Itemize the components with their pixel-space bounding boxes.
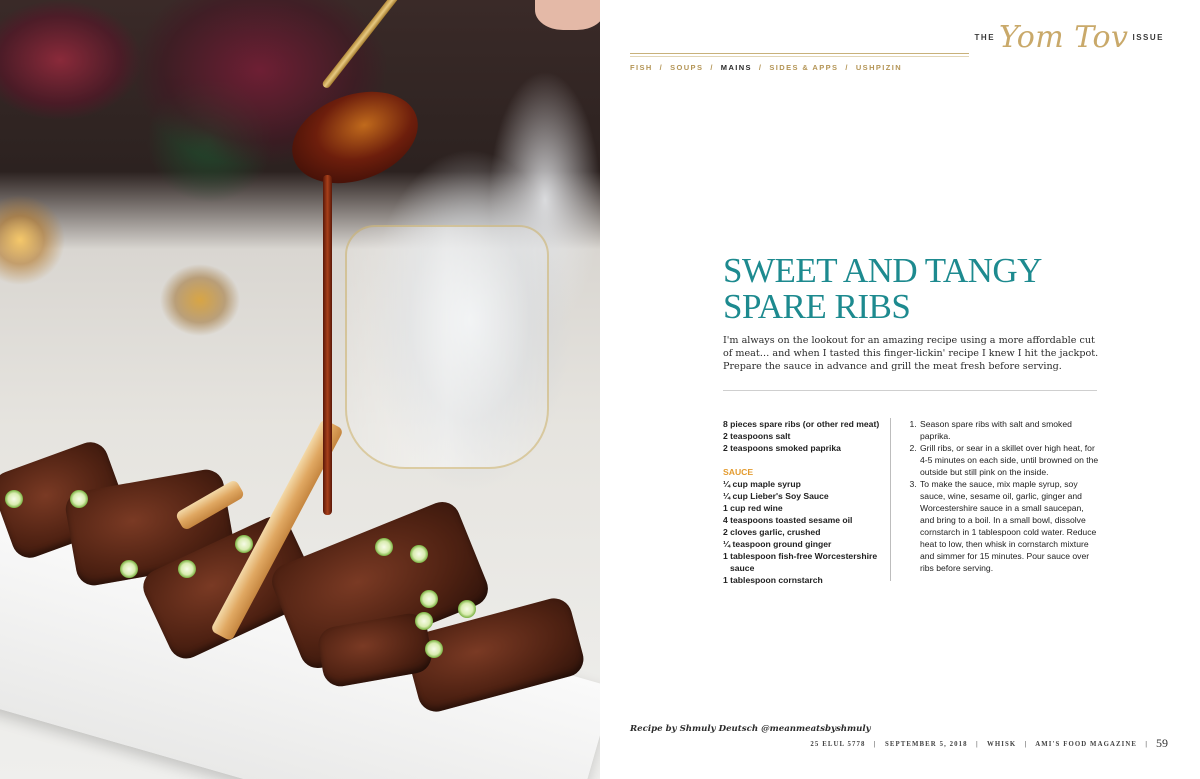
recipe-intro: I'm always on the lookout for an amazing recipe using a more affordable cut of meat… and when I tasted this finger-lickin' recipe I knew I hit the jackpot. Prepare the sauce in advance and grill the meat fresh before serving. (723, 335, 1099, 372)
direction-step: 3. To make the sauce, mix maple syrup, soy sauce, wine, sesame oil, garlic, ginger and Worcestershire sauce in a small saucepan, and bring to a boil. In a small bowl, dissolve cornstarch in 1 tablespoon cold water. Reduce heat to low, then whisk in cornstarch mixture and simmer for 15 minutes. Pour sauce over ribs before serving. (919, 478, 1099, 574)
sauce-heading: SAUCE (723, 467, 754, 477)
gold-spoon-handle (321, 0, 401, 89)
footer-magazine: AMI'S FOOD MAGAZINE (1035, 741, 1137, 748)
nav-separator: / (838, 63, 856, 72)
scallion (458, 600, 476, 618)
page-footer: 25 ELUL 5778 | SEPTEMBER 5, 2018 | WHISK | AMI'S FOOD MAGAZINE | (810, 741, 1148, 748)
nav-item-sides-apps[interactable]: SIDES & APPS (769, 63, 839, 72)
scallion (410, 545, 428, 563)
sauce-ingredient: 1 cup red wine (723, 503, 783, 513)
nav-item-fish[interactable]: FISH (630, 63, 653, 72)
issue-script: Yom Tov (999, 19, 1129, 55)
nav-item-mains[interactable]: MAINS (720, 63, 752, 72)
hand (535, 0, 600, 30)
page-number: 59 (1156, 736, 1168, 750)
sauce-ingredient: 2 cloves garlic, crushed (723, 527, 821, 537)
scallion (235, 535, 253, 553)
recipe-title (723, 253, 1083, 325)
nav-separator: / (652, 63, 671, 72)
sauce-ingredient: ¼ cup Lieber's Soy Sauce (723, 491, 829, 501)
scallion (420, 590, 438, 608)
sauce-spoon (279, 75, 430, 199)
footer-date: SEPTEMBER 5, 2018 (884, 741, 968, 748)
recipe-title-line: SPARE RIBS (723, 287, 911, 326)
sauce-ingredient: 1 tablespoon cornstarch (723, 575, 823, 585)
sauce-ingredient: ¼ cup maple syrup (723, 479, 801, 489)
sauce-ingredient: ¼ teaspoon ground ginger (723, 539, 832, 549)
ingredient: 2 teaspoons smoked paprika (723, 443, 841, 453)
scallion (415, 612, 433, 630)
recipe-page (600, 0, 1200, 779)
column-divider (890, 418, 891, 581)
ingredient: 2 teaspoons salt (723, 431, 791, 441)
recipe-credit: Recipe by Shmuly Deutsch @meanmeatsbyshmuly (630, 724, 871, 734)
direction-step: 1. Season spare ribs with salt and smoked paprika. (919, 418, 1099, 442)
section-divider (723, 390, 1097, 391)
section-nav (630, 63, 902, 72)
nav-separator: / (751, 63, 770, 72)
ingredients-list (723, 418, 888, 586)
sauce-ingredient: 1 tablespoon fish-free Worcestershire (723, 551, 878, 561)
footer-section: WHISK (986, 741, 1017, 748)
ingredient: 8 pieces spare ribs (or other red meat) (723, 419, 880, 429)
nav-separator: / (703, 63, 721, 72)
issue-suffix: ISSUE (1132, 32, 1164, 42)
scallion (178, 560, 196, 578)
scallion (120, 560, 138, 578)
recipe-title-line: SWEET AND TANGY (723, 251, 1042, 290)
nav-item-ushpizin[interactable]: USHPIZIN (855, 63, 903, 72)
nav-item-soups[interactable]: SOUPS (670, 63, 704, 72)
direction-step: 2. Grill ribs, or sear in a skillet over high heat, for 4-5 minutes on each side, until browned on the outside but still pink on the inside. (919, 442, 1099, 478)
scallion (5, 490, 23, 508)
directions (909, 418, 1099, 574)
sauce-ingredient: sauce (730, 563, 755, 573)
scallion (375, 538, 393, 556)
footer-hebrew-date: 25 ELUL 5778 (810, 741, 866, 748)
sauce-ingredient: 4 teaspoons toasted sesame oil (723, 515, 853, 525)
issue-prefix: THE (974, 32, 996, 42)
issue-logo (969, 14, 1170, 60)
wine-glass (345, 225, 549, 469)
scallion (70, 490, 88, 508)
sauce-drip (323, 175, 332, 515)
scallion (425, 640, 443, 658)
